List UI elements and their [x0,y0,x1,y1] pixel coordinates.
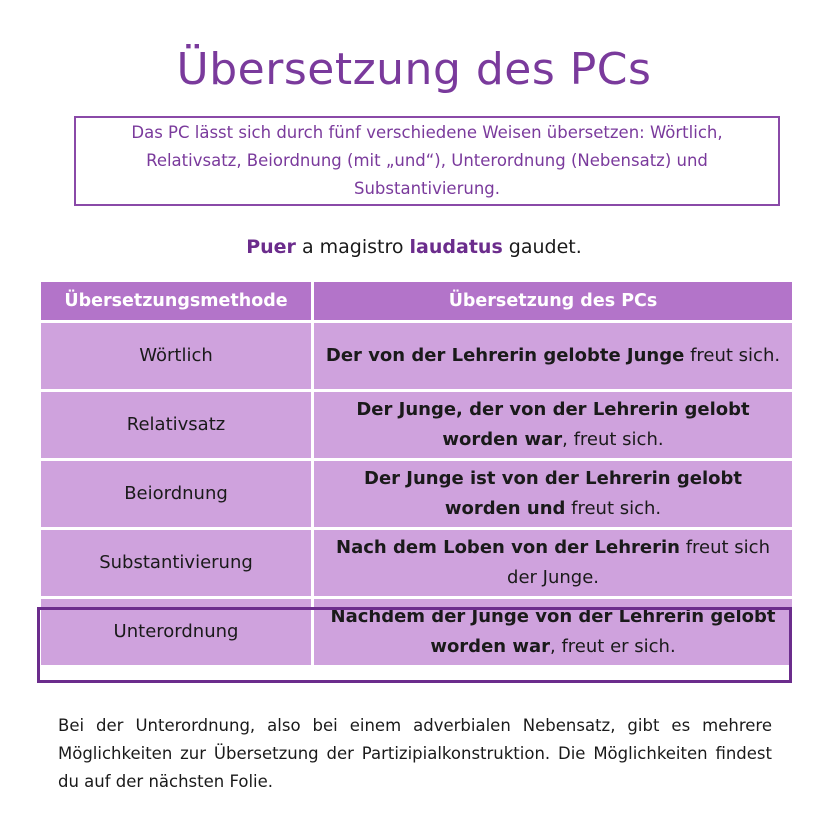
method-cell: Relativsatz [41,392,311,458]
table-row [41,392,792,458]
translation-rest: freut sich der Junge. [507,537,770,588]
translation-rest: , freut sich. [562,429,664,450]
translation-cell [314,461,792,527]
translation-bold: Nachdem der Junge von der Lehrerin gelobt worden war [330,606,776,657]
example-word-gaudet: gaudet. [502,236,582,258]
table-row [41,530,792,596]
translation-rest: freut sich. [565,498,662,519]
example-word-a-magistro: a magistro [295,236,410,258]
translation-cell [314,392,792,458]
translation-bold: Der Junge ist von der Lehrerin gelobt worden und [364,468,742,519]
intro-text: Das PC lässt sich durch fünf verschiedene Weisen übersetzen: Wörtlich, Relativsatz, Beiordnung (mit „und“), Unterordnung (Nebensatz) und Substantivierung. [131,123,723,198]
header-method: Übersetzungsmethode [41,282,311,320]
translation-cell [314,530,792,596]
method-cell: Beiordnung [41,461,311,527]
intro-box [74,116,780,206]
translation-rest: , freut er sich. [550,636,676,657]
table-row-highlighted [41,599,792,665]
translation-methods-table [38,279,795,668]
translation-bold: Nach dem Loben von der Lehrerin [336,537,680,558]
table-header-row [41,282,792,320]
example-word-puer: Puer [246,236,296,258]
translation-rest: freut sich. [684,345,781,366]
header-translation: Übersetzung des PCs [314,282,792,320]
translation-cell [314,599,792,665]
footer-text: Bei der Unterordnung, also bei einem adverbialen Nebensatz, gibt es mehrere Möglichkeiten zur Übersetzung der Partizipialkonstruktion. Die Möglichkeiten findest du auf der nächsten Folie. [58,716,772,791]
translation-bold: Der Junge, der von der Lehrerin gelobt worden war [356,399,750,450]
method-cell: Wörtlich [41,323,311,389]
method-cell: Unterordnung [41,599,311,665]
translation-cell [314,323,792,389]
method-cell: Substantivierung [41,530,311,596]
table-row [41,323,792,389]
table-row [41,461,792,527]
example-word-laudatus: laudatus [409,236,503,258]
example-sentence [0,236,828,258]
slide-title: Übersetzung des PCs [176,44,652,95]
translation-bold: Der von der Lehrerin gelobte Junge [325,345,685,366]
